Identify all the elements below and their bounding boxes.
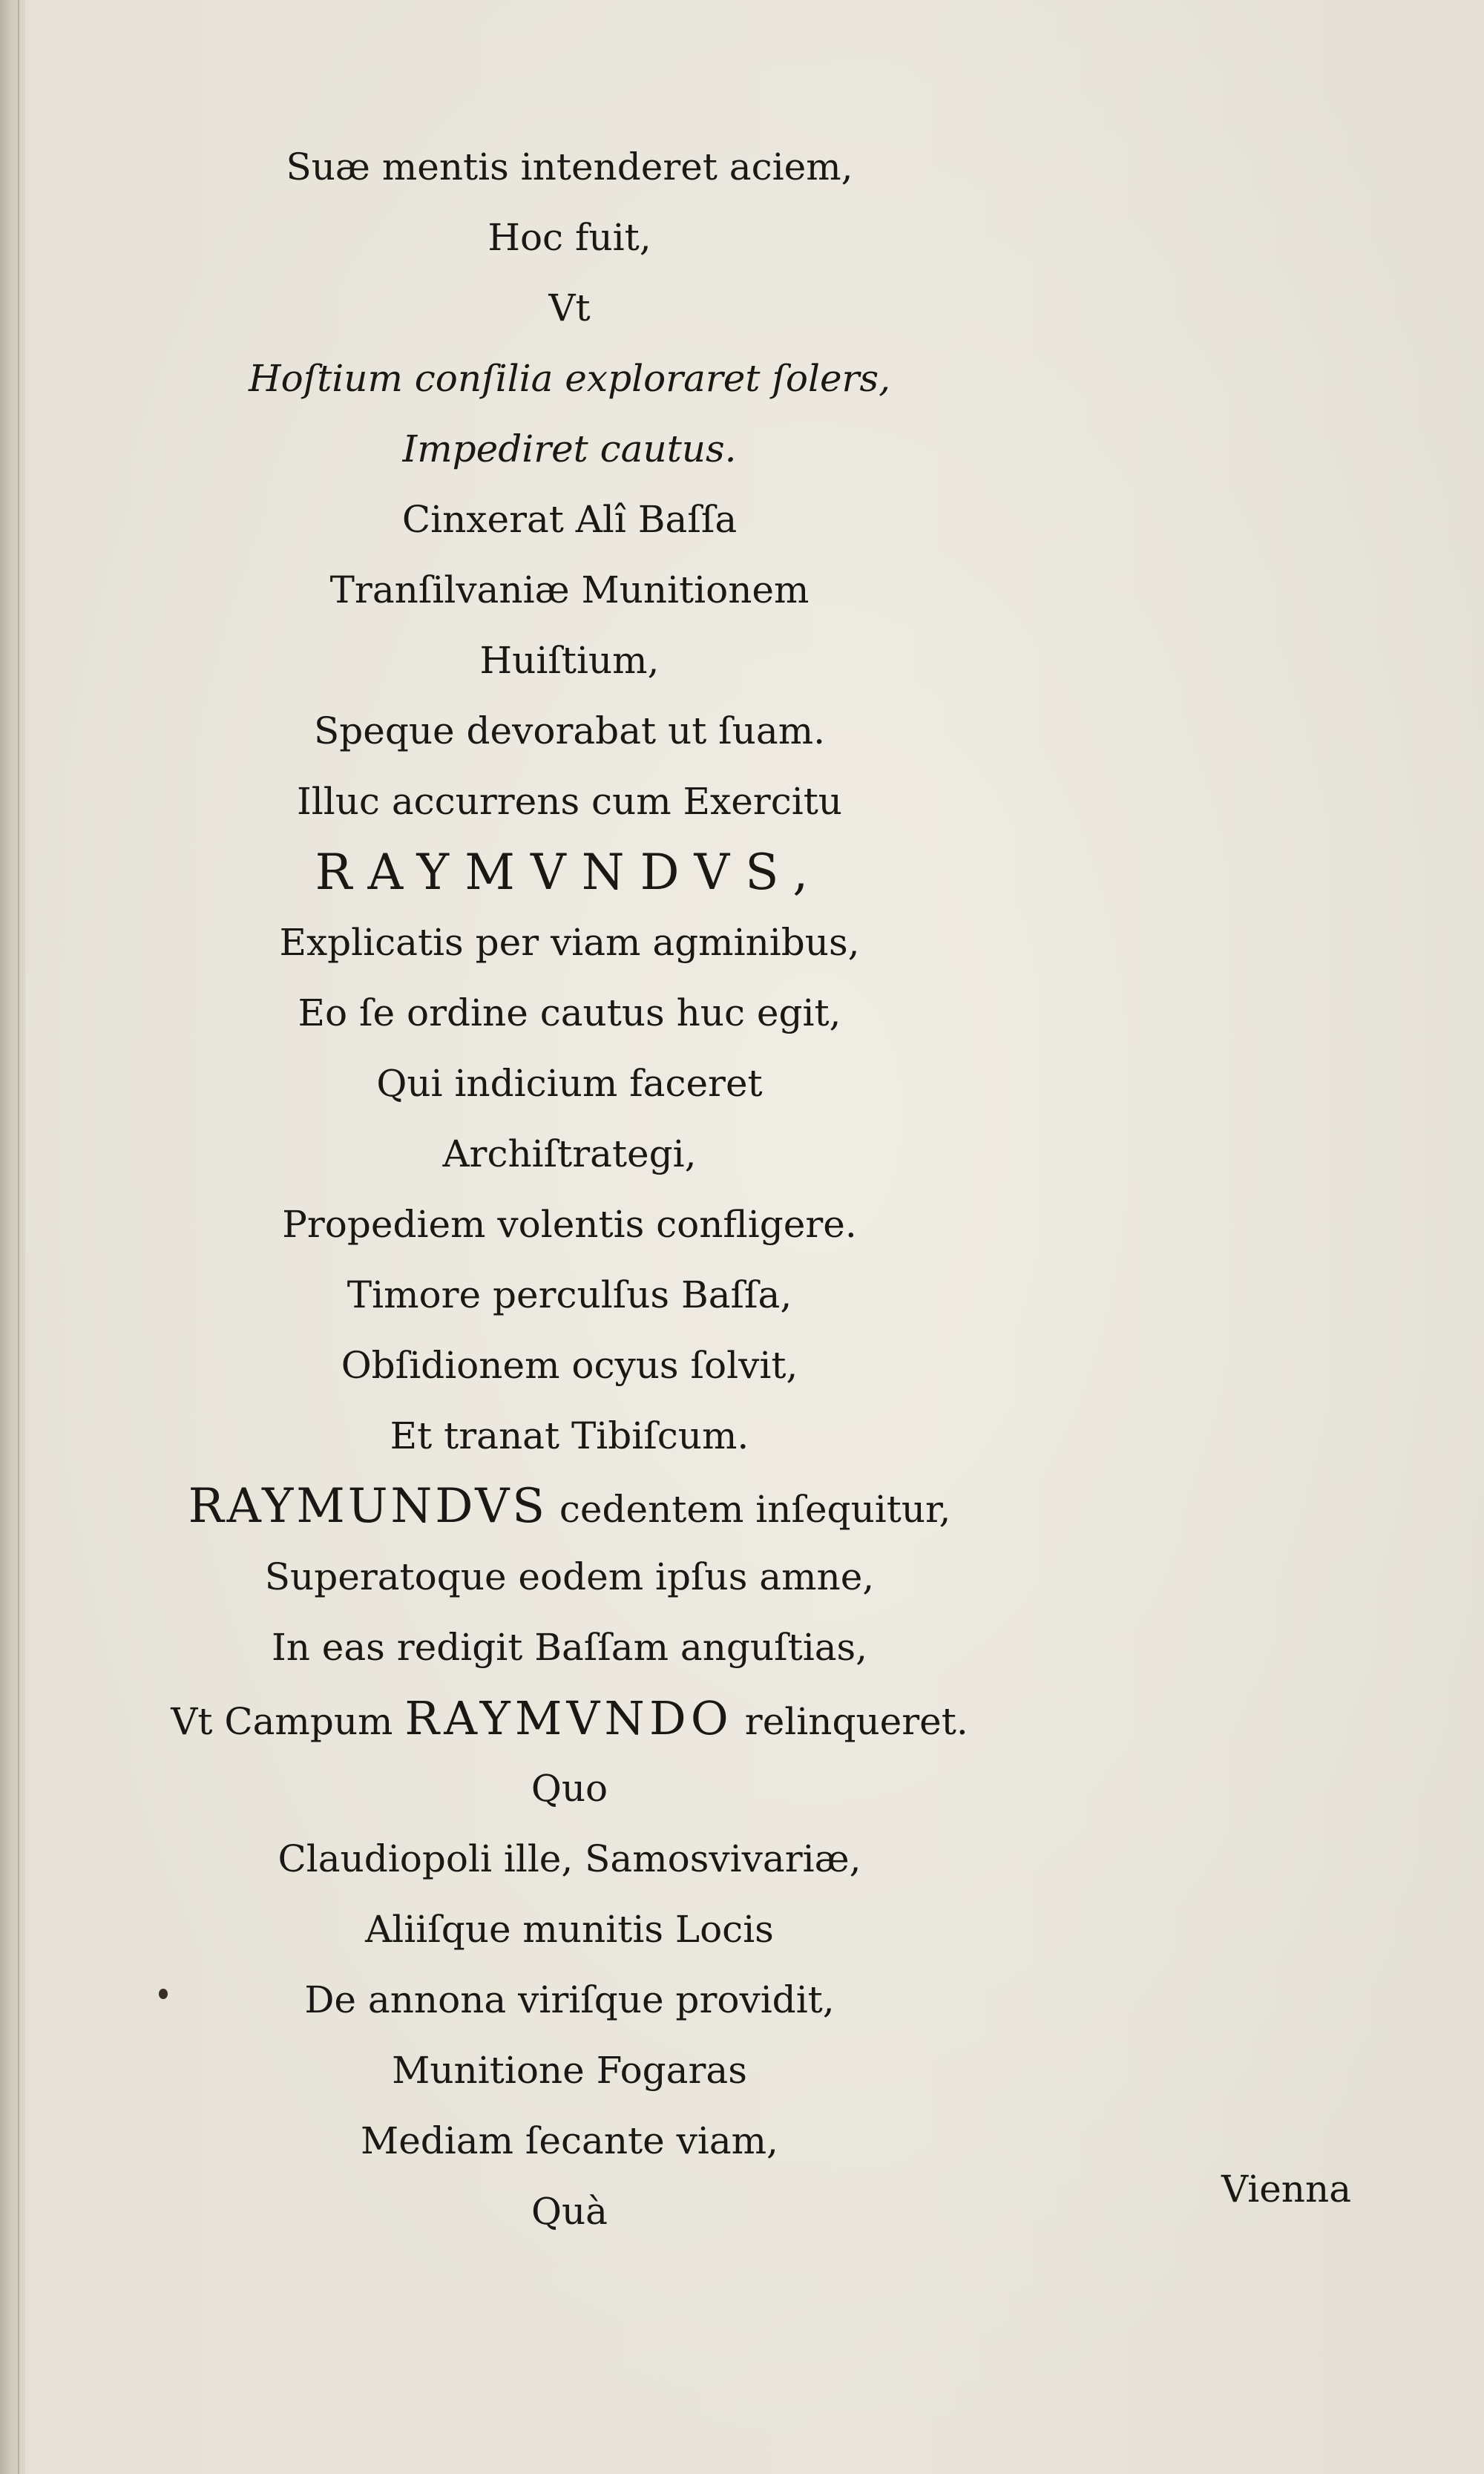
text-line: Archiſtrategi, — [442, 1132, 697, 1175]
catchword: Vienna — [1221, 2168, 1352, 2211]
text-line: Suæ mentis intenderet aciem, — [286, 145, 853, 188]
text-line: Mediam ſecante viam, — [361, 2119, 778, 2162]
text-line: Superatoque eodem ipſus amne, — [264, 1555, 875, 1598]
text-line: Hoſtium conſilia exploraret ſolers, — [248, 357, 890, 400]
line-text: cedentem inſequitur, — [559, 1488, 951, 1531]
text-line: Cinxerat Alî Baſſa — [401, 498, 738, 541]
text-line: Tranſilvaniæ Munitionem — [329, 568, 810, 611]
text-line: Impediret cautus. — [402, 427, 737, 470]
name-caps: RAYMVNDO — [404, 1691, 733, 1745]
text-line: Et tranat Tibiſcum. — [390, 1414, 749, 1457]
text-line: Timore perculſus Baſſa, — [347, 1273, 792, 1316]
text-line: Claudiopoli ille, Samosvivariæ, — [278, 1837, 861, 1880]
ink-speck — [159, 1989, 168, 1999]
name-heading: RAYMVNDVS, — [315, 844, 824, 901]
text-line: De annona viriſque providit, — [304, 1978, 835, 2021]
text-line: In eas redigit Baſſam anguſtias, — [271, 1626, 868, 1669]
text-line: Explicatis per viam agminibus, — [279, 921, 860, 964]
text-line: Qui indicium faceret — [376, 1062, 763, 1105]
text-line: Quà — [531, 2190, 608, 2233]
text-line: Speque devorabat ut ſuam. — [313, 709, 825, 752]
text-line: Hoc fuit, — [487, 216, 651, 259]
text-line — [0, 1471, 1139, 1542]
text-line — [0, 1683, 1139, 1753]
text-line: Munitione Fogaras — [392, 2049, 747, 2092]
line-text: Vt Campum — [171, 1700, 393, 1743]
text-line: Vt — [548, 286, 591, 329]
page-text — [0, 132, 1139, 2247]
text-line: Propediem volentis confligere. — [282, 1203, 857, 1246]
line-text: relinqueret. — [744, 1700, 968, 1743]
text-line: Illuc accurrens cum Exercitu — [297, 780, 842, 823]
text-line: Aliiſque munitis Locis — [365, 1908, 774, 1951]
text-line: Quo — [531, 1767, 608, 1810]
text-line: Eo ſe ordine cautus huc egit, — [298, 991, 841, 1034]
text-line: Obſidionem ocyus ſolvit, — [341, 1344, 798, 1387]
text-line: Huiſtium, — [479, 639, 660, 682]
name-caps: RAYMUNDVS — [188, 1479, 548, 1534]
